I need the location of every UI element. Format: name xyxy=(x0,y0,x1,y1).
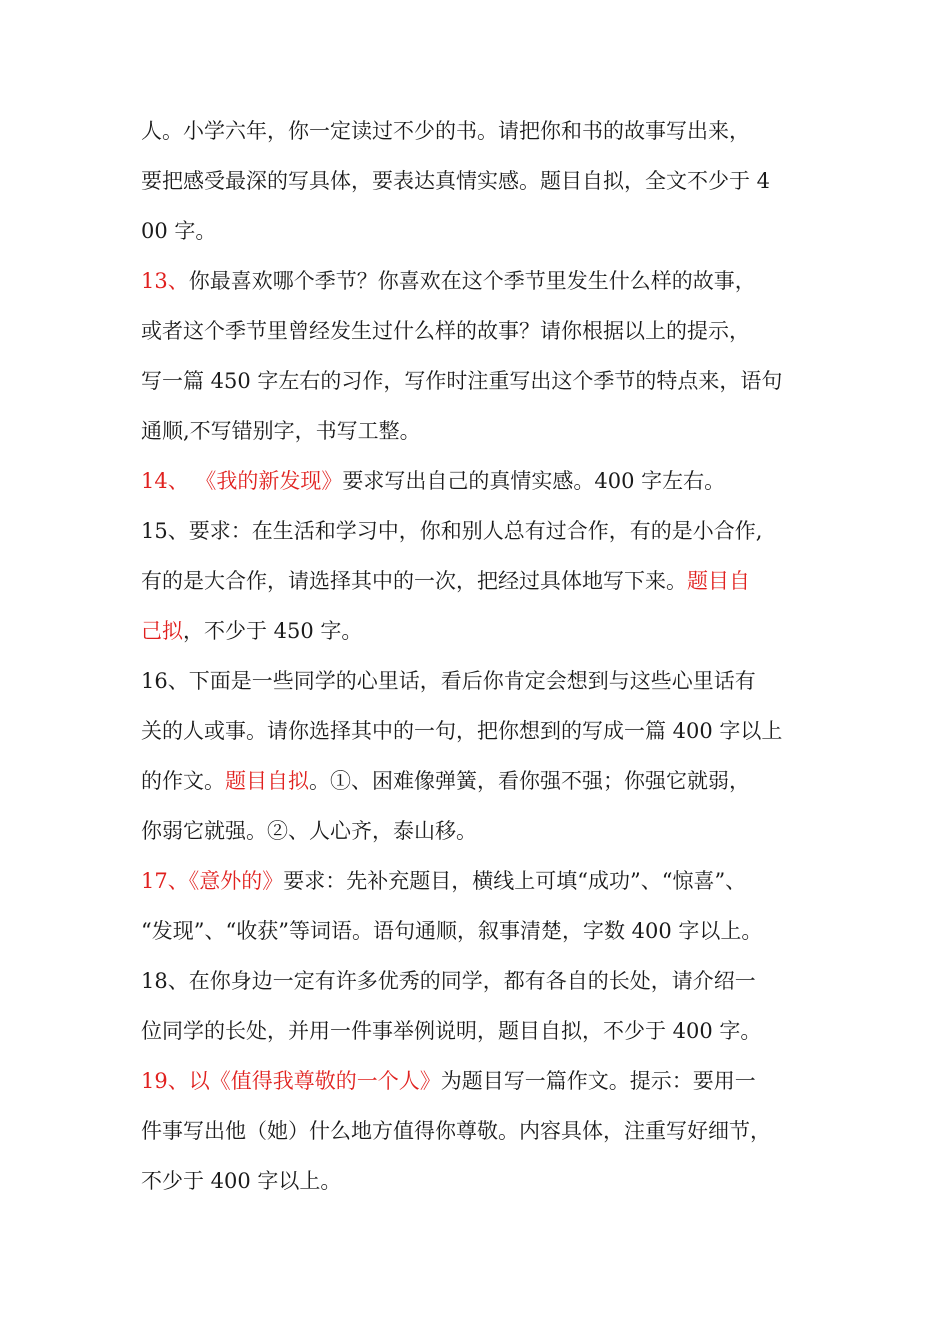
highlighted-text: 13、 xyxy=(141,269,189,293)
text-line xyxy=(141,406,813,456)
highlighted-text: 题目自拟 xyxy=(225,769,309,793)
highlighted-text: 己拟 xyxy=(141,619,183,643)
document-body xyxy=(141,106,813,1206)
text-segment: 有的是大合作，请选择其中的一次，把经过具体地写下来。 xyxy=(141,569,687,593)
text-segment: 件事写出他（她）什么地方值得你尊敬。内容具体，注重写好细节， xyxy=(141,1119,771,1143)
text-segment: 关的人或事。请你选择其中的一句，把你想到的写成一篇 400 字以上 xyxy=(141,719,783,743)
text-line xyxy=(141,1106,813,1156)
text-segment: 为题目写一篇作文。提示：要用一 xyxy=(440,1069,756,1093)
highlighted-text: 14、 《我的新发现》 xyxy=(141,469,343,493)
text-line xyxy=(141,1156,813,1206)
text-segment: 不少于 400 字以上。 xyxy=(141,1169,342,1193)
text-segment: 。①、困难像弹簧，看你强不强；你强它就弱， xyxy=(309,769,750,793)
text-segment: 18、在你身边一定有许多优秀的同学，都有各自的长处，请介绍一 xyxy=(141,969,756,993)
text-segment: 位同学的长处，并用一件事举例说明，题目自拟，不少于 400 字。 xyxy=(141,1019,762,1043)
text-line xyxy=(141,456,813,506)
text-segment: 15、要求：在生活和学习中，你和别人总有过合作，有的是小合作, xyxy=(141,519,763,543)
text-line xyxy=(141,256,813,306)
text-segment: 要把感受最深的写具体，要表达真情实感。题目自拟，全文不少于 4 xyxy=(141,169,771,193)
text-line xyxy=(141,606,813,656)
text-line xyxy=(141,756,813,806)
text-segment: 的作文。 xyxy=(141,769,225,793)
text-line xyxy=(141,706,813,756)
text-line xyxy=(141,106,813,156)
text-line xyxy=(141,506,813,556)
highlighted-text: 17、《意外的》 xyxy=(141,869,284,893)
text-line xyxy=(141,206,813,256)
text-line xyxy=(141,856,813,906)
text-segment: 要求写出自己的真情实感。400 字左右。 xyxy=(342,469,726,493)
text-line xyxy=(141,956,813,1006)
text-segment: 16、下面是一些同学的心里话，看后你肯定会想到与这些心里话有 xyxy=(141,669,756,693)
text-line xyxy=(141,906,813,956)
text-line xyxy=(141,556,813,606)
text-segment: 写一篇 450 字左右的习作，写作时注重写出这个季节的特点来，语句 xyxy=(141,369,783,393)
text-segment: 或者这个季节里曾经发生过什么样的故事？请你根据以上的提示， xyxy=(141,319,750,343)
text-segment: 人。小学六年，你一定读过不少的书。请把你和书的故事写出来， xyxy=(141,119,750,143)
text-line xyxy=(141,306,813,356)
text-segment: 通顺,不写错别字，书写工整。 xyxy=(141,419,421,443)
text-segment: 你弱它就强。②、人心齐，泰山移。 xyxy=(141,819,477,843)
text-segment: 你最喜欢哪个季节？你喜欢在这个季节里发生什么样的故事， xyxy=(188,269,756,293)
text-segment: 要求：先补充题目，横线上可填“成功”、“惊喜”、 xyxy=(283,869,747,893)
text-segment: ，不少于 450 字。 xyxy=(183,619,363,643)
text-line xyxy=(141,1056,813,1106)
text-segment: 00 字。 xyxy=(141,219,217,243)
text-line xyxy=(141,806,813,856)
text-segment: “发现”、“收获”等词语。语句通顺，叙事清楚，字数 400 字以上。 xyxy=(141,919,763,943)
text-line xyxy=(141,656,813,706)
highlighted-text: 19、以《值得我尊敬的一个人》 xyxy=(141,1069,441,1093)
highlighted-text: 题目自 xyxy=(687,569,750,593)
text-line xyxy=(141,156,813,206)
text-line xyxy=(141,1006,813,1056)
text-line xyxy=(141,356,813,406)
